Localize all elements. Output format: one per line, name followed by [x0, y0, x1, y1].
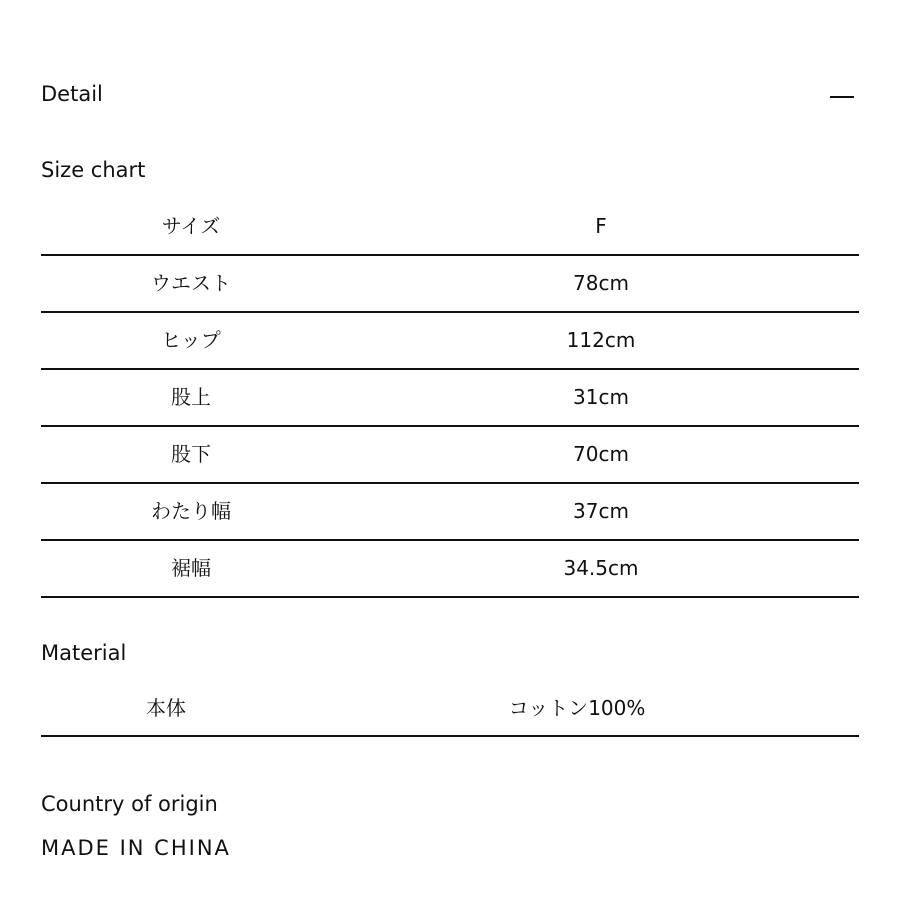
row-value: 78cm	[573, 271, 629, 295]
row-label: ウエスト	[151, 271, 231, 295]
row-value: コットン100%	[508, 696, 646, 720]
table-row	[41, 484, 859, 541]
table-row	[41, 313, 859, 370]
detail-title: Detail	[41, 82, 103, 106]
row-value: 31cm	[573, 385, 629, 409]
row-value: 34.5cm	[563, 556, 639, 580]
material-title: Material	[41, 641, 127, 665]
origin-title: Country of origin	[41, 792, 218, 816]
table-row	[41, 256, 859, 313]
row-label: 股上	[171, 385, 211, 409]
row-label: わたり幅	[151, 499, 231, 523]
size-chart-title: Size chart	[41, 158, 146, 182]
row-label: 股下	[171, 442, 211, 466]
table-row	[41, 370, 859, 427]
size-header-label: サイズ	[161, 214, 221, 238]
row-value: 112cm	[566, 328, 636, 352]
detail-header[interactable]	[41, 80, 859, 114]
row-value: 37cm	[573, 499, 629, 523]
collapse-button[interactable]	[827, 80, 857, 114]
size-chart-table	[41, 199, 859, 598]
material-table	[41, 682, 859, 737]
origin-value: MADE IN CHINA	[41, 836, 231, 860]
table-row	[41, 427, 859, 484]
minus-icon	[830, 96, 854, 98]
row-label: 本体	[146, 696, 186, 720]
row-label: ヒップ	[161, 328, 221, 352]
row-label: 裾幅	[171, 556, 211, 580]
table-row	[41, 541, 859, 598]
table-row	[41, 682, 859, 737]
row-value: 70cm	[573, 442, 629, 466]
size-header-value: F	[595, 214, 607, 238]
size-chart-header-row	[41, 199, 859, 256]
